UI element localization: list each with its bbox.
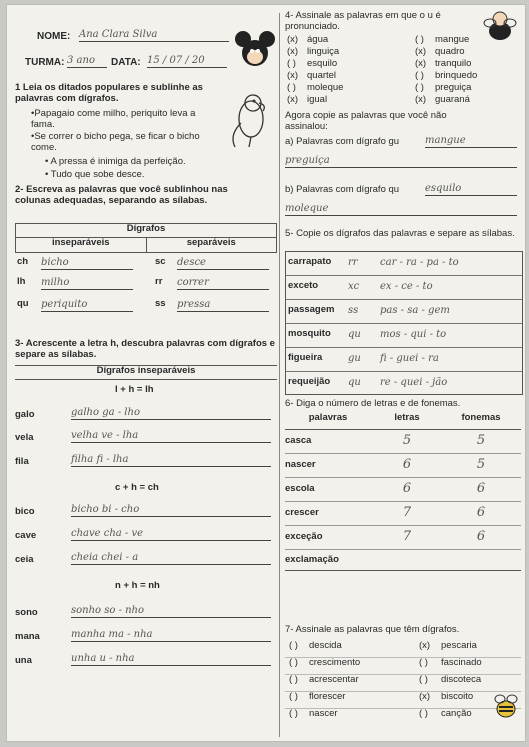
q4-options [285, 35, 521, 107]
option-fascinado: fascinado [441, 657, 482, 668]
answer-line[interactable]: cheia chei - a [71, 552, 271, 565]
source-word: cave [15, 530, 37, 541]
answer-cell[interactable]: periquito [41, 299, 133, 312]
checkbox-linguica[interactable]: (x) [287, 46, 299, 57]
option-discoteca: discoteca [441, 674, 482, 685]
checkbox-crescimento[interactable]: ( ) [289, 657, 298, 668]
digraph-table [15, 223, 277, 253]
parrot-icon [225, 89, 275, 149]
word-cell: carrapato [288, 256, 332, 267]
source-word: ceia [15, 554, 34, 565]
digraph-answer[interactable]: qu [348, 329, 361, 340]
answer-line[interactable]: filha fi - lha [71, 454, 271, 467]
bee-icon [493, 691, 519, 721]
checkbox-brinquedo[interactable]: ( ) [415, 70, 424, 81]
syllable-answer[interactable]: fi - guei - ra [380, 353, 439, 364]
digraph-cell: ss [155, 298, 166, 309]
source-word: una [15, 655, 32, 666]
option-nascer: nascer [309, 708, 338, 719]
worksheet [6, 4, 526, 742]
letters-answer[interactable]: 5 [402, 433, 412, 449]
rule-nh: n + h = nh [115, 580, 160, 591]
option-esquilo: esquilo [307, 58, 338, 69]
option-igual: igual [307, 94, 328, 105]
checkbox-tranquilo[interactable]: (x) [415, 58, 427, 69]
name-field[interactable]: Ana Clara Silva [79, 29, 229, 42]
checkbox-nascer[interactable]: ( ) [289, 708, 298, 719]
digraph-cell: ch [17, 256, 29, 267]
answer-cell[interactable]: milho [41, 277, 133, 290]
option-linguica: linguiça [307, 46, 340, 57]
q4a-answer-1[interactable]: mangue [425, 135, 517, 148]
option-agua: água [307, 34, 329, 45]
q1-title: 1 Leia os ditados populares e sublinhe as palavras com dígrafos. [15, 82, 203, 104]
date-label: DATA: [111, 57, 141, 68]
option-acrescentar: acrescentar [309, 674, 359, 685]
word-cell: requeijão [288, 376, 331, 387]
checkbox-biscoito[interactable]: (x) [419, 691, 431, 702]
word-cell: exceção [285, 531, 323, 543]
checkbox-igual[interactable]: (x) [287, 94, 299, 105]
table-row [15, 255, 277, 275]
word-cell: exceto [288, 280, 319, 291]
q4b-answer-1[interactable]: esquilo [425, 183, 517, 196]
digraph-answer[interactable]: ss [348, 305, 359, 316]
option-guarana: guaraná [435, 94, 470, 105]
syllable-answer[interactable]: car - ra - pa - to [380, 257, 459, 268]
word-cell: casca [285, 435, 312, 447]
option-quadro: quadro [435, 46, 465, 57]
option-crescimento: crescimento [309, 657, 361, 668]
letters-answer[interactable]: 6 [402, 457, 412, 473]
phonemes-answer[interactable]: 5 [476, 457, 486, 473]
checkbox-quartel[interactable]: (x) [287, 70, 299, 81]
word-cell: crescer [285, 507, 319, 519]
q4b-label: b) Palavras com dígrafo qu [285, 184, 400, 195]
answer-line[interactable]: galho ga - lho [71, 407, 271, 420]
option-tranquilo: tranquilo [435, 58, 472, 69]
answer-line[interactable]: unha u - nha [71, 653, 271, 666]
q4a-label: a) Palavras com dígrafo gu [285, 136, 400, 147]
word-cell: nascer [285, 459, 316, 471]
q3-title: 3- Acrescente a letra h, descubra palavras com dígrafos e separe as sílabas. [15, 338, 275, 360]
class-field[interactable]: 3 ano [67, 55, 107, 68]
q4-title: 4- Assinale as palavras em que o u é pronunciado. [285, 10, 441, 32]
letters-answer[interactable]: 6 [402, 481, 412, 497]
syllable-answer[interactable]: pas - sa - gem [380, 305, 450, 316]
answer-line[interactable]: manha ma - nha [71, 629, 271, 642]
word-cell: escola [285, 483, 315, 495]
checkbox-fascinado[interactable]: ( ) [419, 657, 428, 668]
checkbox-acrescentar[interactable]: ( ) [289, 674, 298, 685]
answer-cell[interactable]: desce [177, 257, 269, 270]
digraph-table-title: Dígrafos [15, 223, 277, 238]
option-preguica: preguiça [435, 82, 472, 93]
option-brinquedo: brinquedo [435, 70, 478, 81]
digraph-answer[interactable]: rr [348, 257, 358, 268]
phonemes-answer[interactable]: 6 [476, 529, 486, 545]
answer-line[interactable]: velha ve - lha [71, 430, 271, 443]
checkbox-discoteca[interactable]: ( ) [419, 674, 428, 685]
q7-title: 7- Assinale as palavras que têm dígrafos. [285, 624, 460, 635]
phonemes-answer[interactable]: 5 [476, 433, 486, 449]
table-row [286, 252, 522, 276]
option-cancao: canção [441, 708, 472, 719]
answer-line[interactable]: chave cha - ve [71, 528, 271, 541]
checkbox-guarana[interactable]: (x) [415, 94, 427, 105]
table-row [285, 478, 521, 502]
checkbox-descida[interactable]: ( ) [289, 640, 298, 651]
letters-answer[interactable]: 7 [402, 505, 412, 521]
digraph-cell: qu [17, 298, 29, 309]
checkbox-agua[interactable]: (x) [287, 34, 299, 45]
checkbox-pescaria[interactable]: (x) [419, 640, 431, 651]
q2-rows [15, 255, 277, 319]
table-row [286, 276, 522, 300]
checkbox-cancao[interactable]: ( ) [419, 708, 428, 719]
q1-line-3: • A pressa é inimiga da perfeição. [45, 156, 186, 167]
source-word: galo [15, 409, 35, 420]
source-word: mana [15, 631, 40, 642]
q3-table-title: Dígrafos inseparáveis [15, 365, 277, 380]
table-row [285, 526, 521, 550]
letters-answer[interactable]: 7 [402, 529, 412, 545]
checkbox-mangue[interactable]: ( ) [415, 34, 424, 45]
source-word: vela [15, 432, 34, 443]
phonemes-answer[interactable]: 6 [476, 481, 486, 497]
table-row [15, 297, 277, 319]
table-row [285, 550, 521, 571]
syllable-answer[interactable]: ex - ce - to [380, 281, 433, 292]
option-mangue: mangue [435, 34, 470, 45]
option-moleque: moleque [307, 82, 344, 93]
class-label: TURMA: [25, 57, 65, 68]
answer-line[interactable]: bicho bi - cho [71, 504, 271, 517]
phonemes-answer[interactable]: 6 [476, 505, 486, 521]
syllable-answer[interactable]: mos - qui - to [380, 329, 447, 340]
word-cell: passagem [288, 304, 335, 315]
digraph-answer[interactable]: xc [348, 281, 360, 292]
table-row [285, 502, 521, 526]
source-word: bico [15, 506, 35, 517]
q2-title: 2- Escreva as palavras que você sublinhou nas colunas adequadas, separando as sílabas. [15, 184, 228, 206]
table-row [286, 372, 522, 395]
option-quartel: quartel [307, 70, 337, 81]
source-word: fila [15, 456, 29, 467]
col-inseparaveis: inseparáveis [16, 238, 147, 252]
option-pescaria: pescaria [441, 640, 477, 651]
q4-copy-title: Agora copie as palavras que você não assinalou: [285, 110, 447, 132]
table-row [286, 324, 522, 348]
col-letras: letras [394, 412, 420, 423]
mouse-mascot-icon [233, 29, 277, 73]
digraph-answer[interactable]: gu [348, 353, 361, 364]
syllable-answer[interactable]: re - quei - jão [380, 377, 448, 388]
checkbox-esquilo[interactable]: ( ) [287, 58, 296, 69]
q1-line-1: •Papagaio come milho, periquito leva a fama. [31, 108, 196, 130]
word-cell: figueira [288, 352, 323, 363]
digraph-cell: rr [155, 276, 163, 287]
q5-table [285, 251, 523, 395]
table-row [286, 300, 522, 324]
source-word: sono [15, 607, 38, 618]
col-palavras: palavras [308, 412, 348, 423]
word-cell: mosquito [288, 328, 331, 339]
table-row [15, 275, 277, 297]
q7-options [285, 641, 521, 725]
checkbox-quadro[interactable]: (x) [415, 46, 427, 57]
q5-title: 5- Copie os dígrafos das palavras e separe as sílabas. [285, 228, 515, 239]
q3-row-galo [15, 410, 35, 421]
answer-cell[interactable]: correr [177, 277, 269, 290]
word-cell: exclamação [285, 553, 339, 565]
checkbox-florescer[interactable]: ( ) [289, 691, 298, 702]
table-row [286, 348, 522, 372]
option-descida: descida [309, 640, 342, 651]
column-divider [279, 13, 280, 737]
q1-line-4: • Tudo que sobe desce. [45, 169, 145, 180]
option-florescer: florescer [309, 691, 346, 702]
q1-line-2: •Se correr o bicho pega, se ficar o bicho come. [31, 131, 200, 153]
digraph-cell: lh [17, 276, 26, 287]
digraph-cell: sc [155, 256, 166, 267]
col-fonemas: fonemas [461, 412, 501, 423]
col-separaveis: separáveis [186, 237, 236, 248]
rule-lh: l + h = lh [115, 384, 154, 395]
answer-cell[interactable]: bicho [41, 257, 133, 270]
q6-title: 6- Diga o número de letras e de fonemas. [285, 398, 461, 409]
answer-line[interactable]: sonho so - nho [71, 605, 271, 618]
checkbox-moleque[interactable]: ( ) [287, 82, 296, 93]
table-row [285, 454, 521, 478]
table-row [285, 430, 521, 454]
q6-table [285, 413, 521, 571]
checkbox-preguica[interactable]: ( ) [415, 82, 424, 93]
answer-cell[interactable]: pressa [177, 299, 269, 312]
option-biscoito: biscoito [441, 691, 474, 702]
digraph-answer[interactable]: qu [348, 377, 361, 388]
q4a-answer-2[interactable]: preguiça [285, 155, 517, 168]
date-field[interactable]: 15 / 07 / 20 [147, 55, 227, 68]
name-label: NOME: [37, 31, 71, 42]
rule-ch: c + h = ch [115, 482, 159, 493]
q4b-answer-2[interactable]: moleque [285, 203, 517, 216]
